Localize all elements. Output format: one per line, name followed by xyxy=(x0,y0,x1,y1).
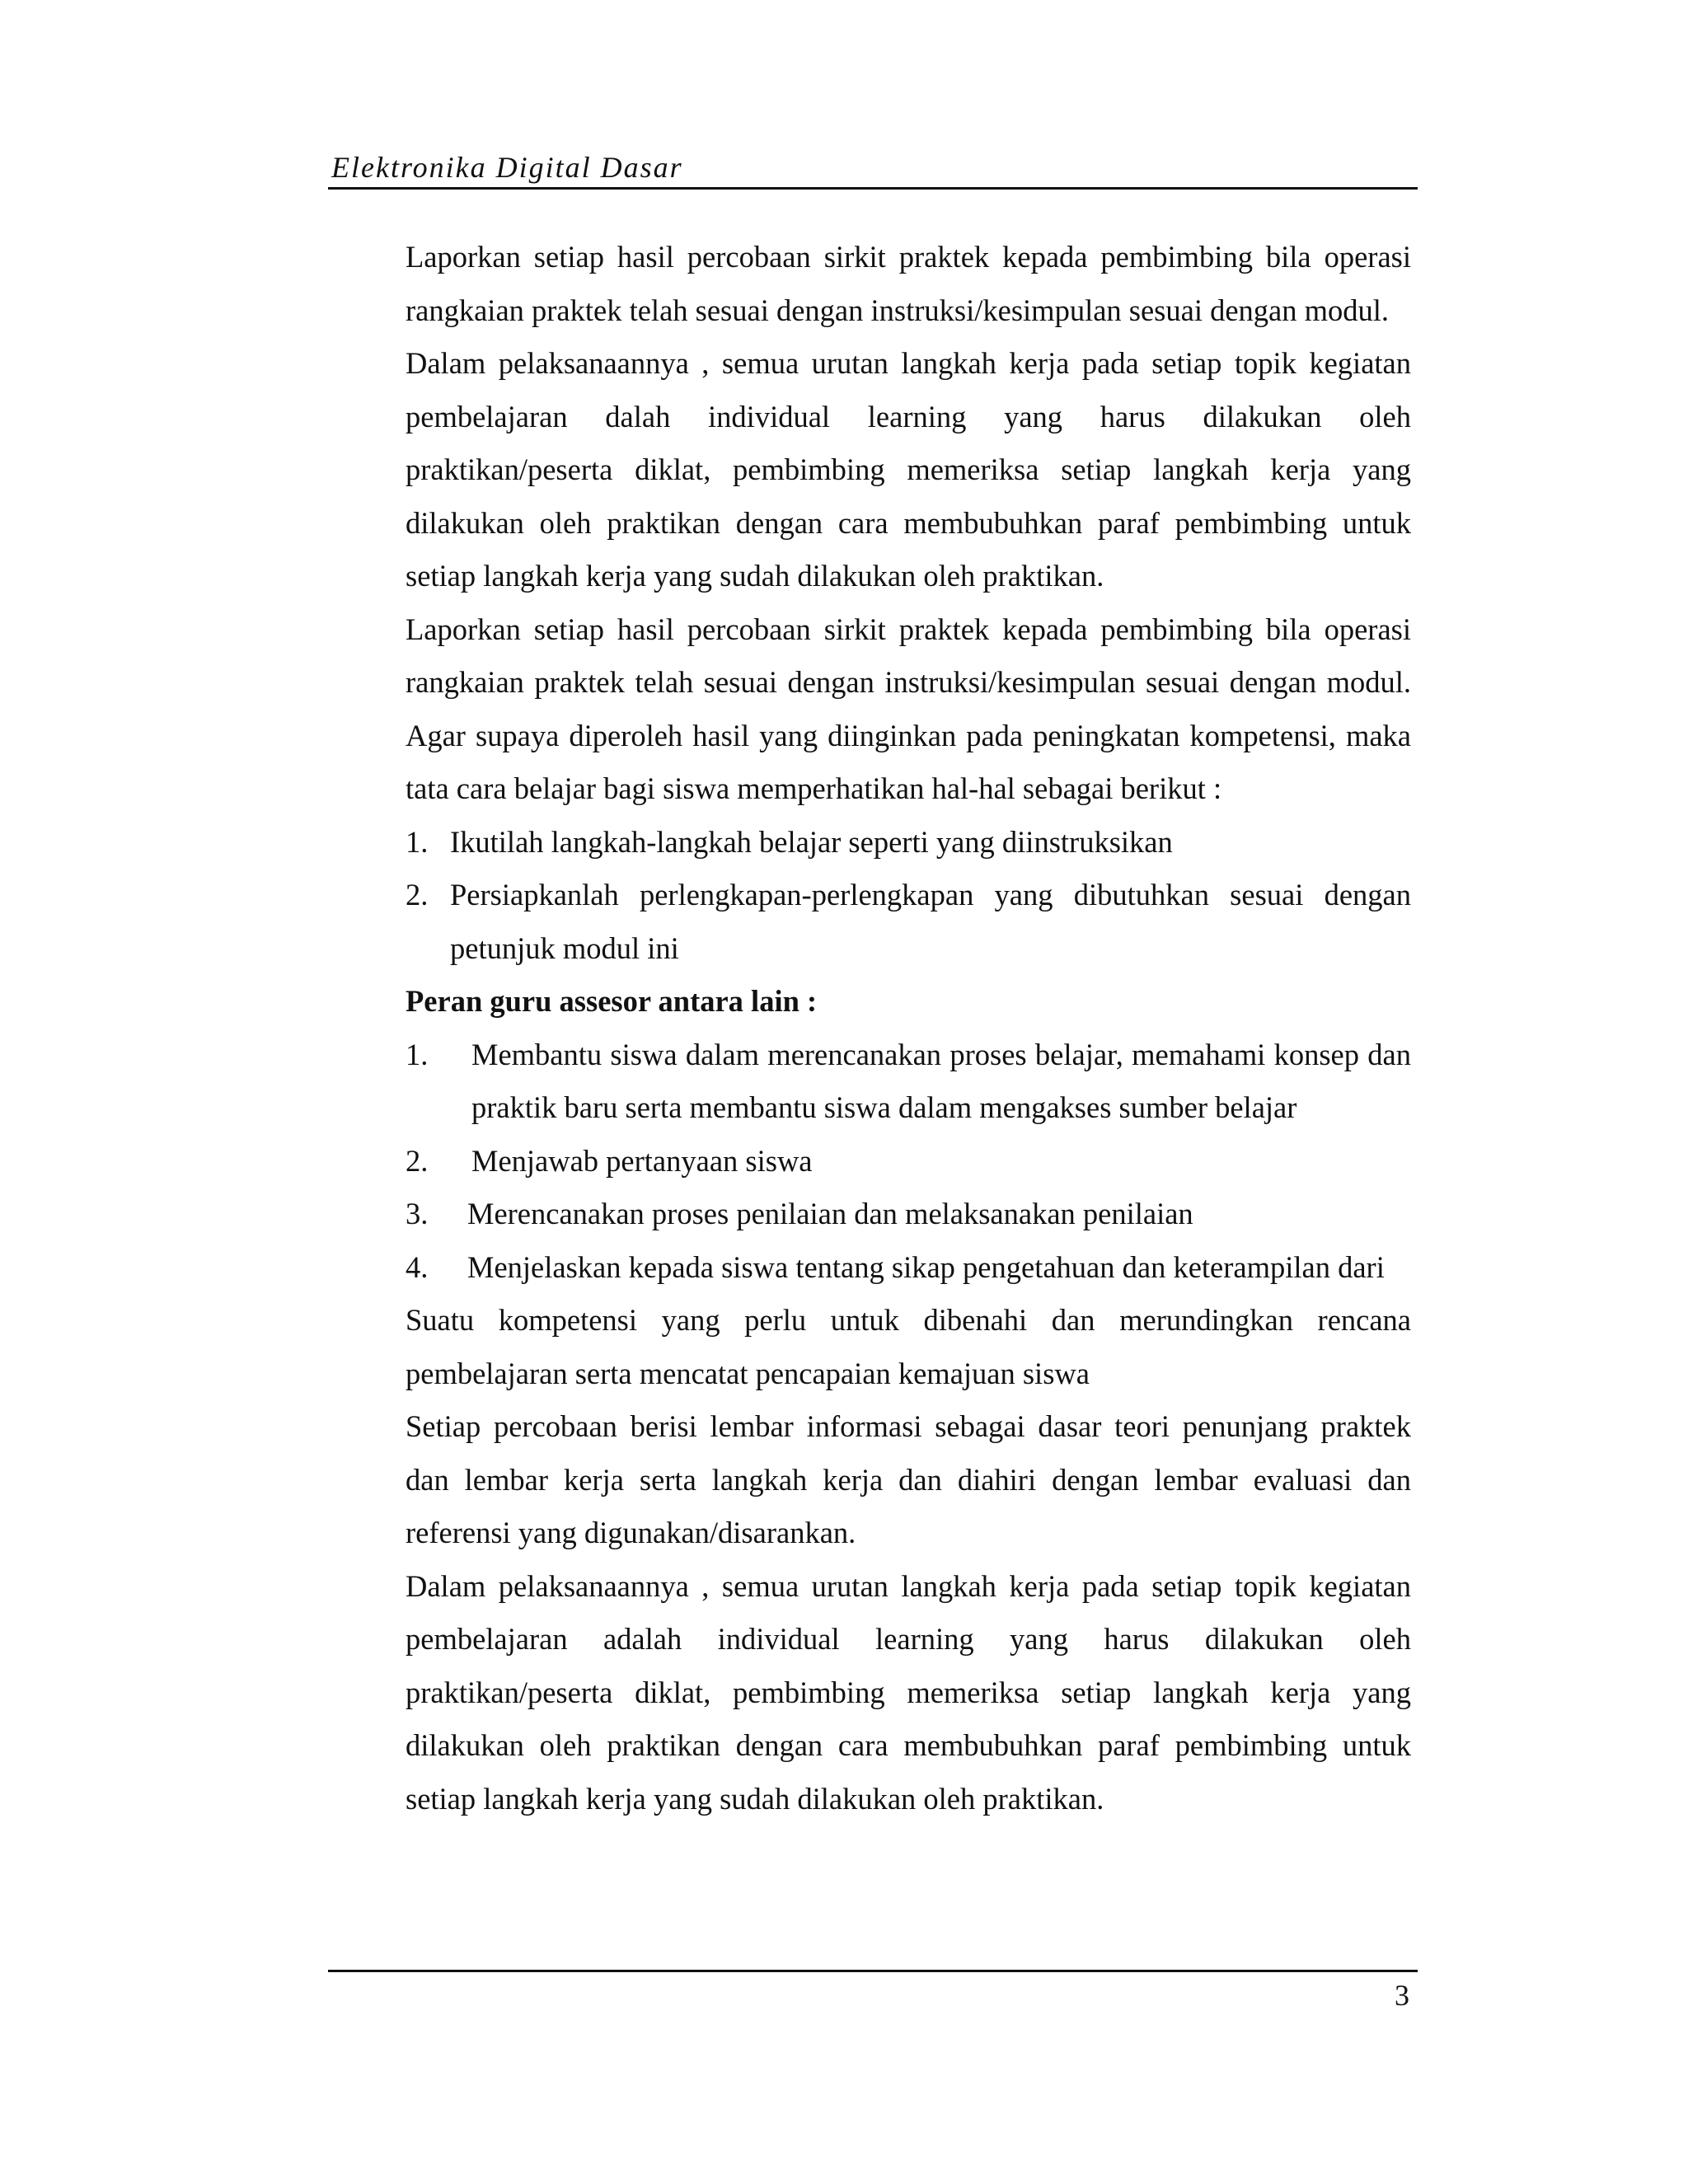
list-item-number: 1. xyxy=(406,1037,429,1071)
list-item-text: Ikutilah langkah-langkah belajar seperti yang diinstruksikan xyxy=(450,824,1173,859)
list-item xyxy=(406,869,1411,975)
list-item xyxy=(406,1188,1411,1241)
list-item-text: Merencanakan proses penilaian dan melaksanakan penilaian xyxy=(467,1197,1193,1230)
footer-rule xyxy=(328,1970,1418,1972)
paragraph-experiment-contents: Setiap percobaan berisi lembar informasi sebagai dasar teori penunjang praktek dan lembar kerja serta langkah kerja dan diahiri dengan lembar evaluasi dan referensi yang digunakan/disarankan. xyxy=(406,1409,1411,1549)
study-steps-list xyxy=(406,816,1411,976)
paragraph-report: Laporkan setiap hasil percobaan sirkit praktek kepada pembimbing bila operasi rangkaian praktek telah sesuai dengan instruksi/kesimpulan sesuai dengan modul. xyxy=(406,240,1411,327)
list-item-number: 1. xyxy=(406,824,429,859)
running-header: Elektronika Digital Dasar xyxy=(331,151,683,184)
list-item xyxy=(406,1135,1411,1188)
list-item xyxy=(406,816,1411,869)
list-item xyxy=(406,1029,1411,1135)
section-heading: Peran guru assesor antara lain : xyxy=(406,984,818,1018)
list-item-number: 4. xyxy=(406,1249,429,1284)
list-item xyxy=(406,1241,1411,1295)
paragraph-report-guidance: Laporkan setiap hasil percobaan sirkit praktek kepada pembimbing bila operasi rangkaian praktek telah sesuai dengan instruksi/kesimpulan sesuai dengan modul. Agar supaya diperoleh hasil yang diinginkan pada peningkatan kompetensi, maka tata cara belajar bagi siswa memperhatikan hal-hal sebagai berikut : xyxy=(406,612,1411,805)
paragraph-competency: Suatu kompetensi yang perlu untuk dibenahi dan merundingkan rencana pembelajaran serta mencatat pencapaian kemajuan siswa xyxy=(406,1303,1411,1390)
page-number: 3 xyxy=(1395,1979,1409,2012)
paragraph-implementation: Dalam pelaksanaannya , semua urutan langkah kerja pada setiap topik kegiatan pembelajaran dalah individual learning yang harus dilakukan oleh praktikan/peserta diklat, pembimbing memeriksa setiap langkah kerja yang dilakukan oleh praktikan dengan cara membubuhkan paraf pembimbing untuk setiap langkah kerja yang sudah dilakukan oleh praktikan. xyxy=(406,346,1411,593)
list-item-number: 2. xyxy=(406,878,429,912)
list-item-number: 2. xyxy=(406,1143,429,1178)
body-text xyxy=(406,231,1411,1825)
list-item-number: 3. xyxy=(406,1197,429,1230)
list-item-text: Menjelaskan kepada siswa tentang sikap pengetahuan dan keterampilan dari xyxy=(467,1249,1385,1284)
list-item-text: Membantu siswa dalam merencanakan proses belajar, memahami konsep dan praktik baru serta membantu siswa dalam mengakses sumber belajar xyxy=(471,1037,1411,1124)
paragraph-implementation-repeat: Dalam pelaksanaannya , semua urutan langkah kerja pada setiap topik kegiatan pembelajaran adalah individual learning yang harus dilakukan oleh praktikan/peserta diklat, pembimbing memeriksa setiap langkah kerja yang dilakukan oleh praktikan dengan cara membubuhkan paraf pembimbing untuk setiap langkah kerja yang sudah dilakukan oleh praktikan. xyxy=(406,1568,1411,1816)
assessor-roles-list xyxy=(406,1029,1411,1295)
list-item-text: Menjawab pertanyaan siswa xyxy=(471,1143,813,1178)
list-item-text: Persiapkanlah perlengkapan-perlengkapan yang dibutuhkan sesuai dengan petunjuk modul ini xyxy=(450,878,1411,965)
header-rule xyxy=(328,187,1418,190)
